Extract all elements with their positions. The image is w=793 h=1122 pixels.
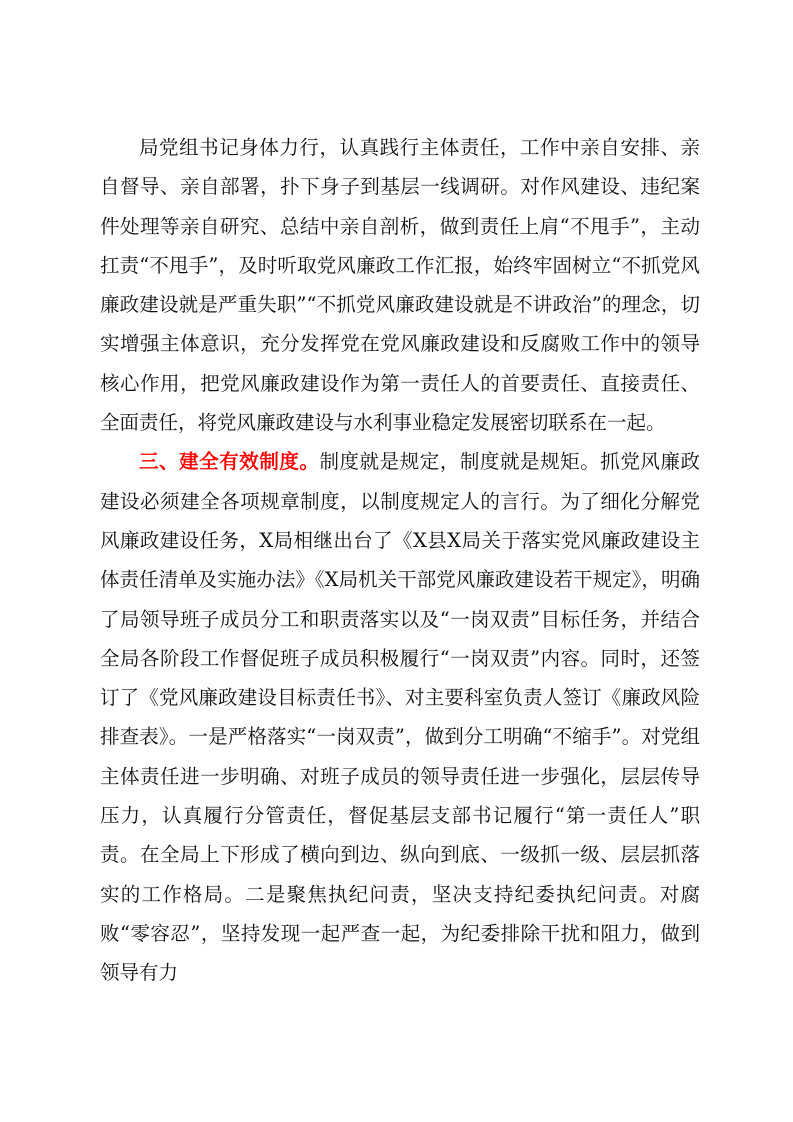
section-body-text: 制度就是规定，制度就是规矩。抓党风廉政建设必须建全各项规章制度，以制度规定人的言行。为了细化分解党风廉政建设任务，X局相继出台了《X县X局关于落实党风廉政建设主体责任清单及实施办法》《X局机关干部党风廉政建设若干规定》，明确了局领导班子成员分工和职责落实以及“一岗双责”目标任务，并结合全局各阶段工作督促班子成员积极履行“一岗双责”内容。同时，还签订了《党风廉政建设目标责任书》、对主要科室负责人签订《廉政风险排查表》。一是严格落实“一岗双责”，做到分工明确“不缩手”。对党组主体责任进一步明确、对班子成员的领导责任进一步强化，层层传导压力，认真履行分管责任，督促基层支部书记履行“第一责任人”职责。在全局上下形成了横向到边、纵向到底、一级抓一级、层层抓落实的工作格局。二是聚焦执纪问责，坚决支持纪委执纪问责。对腐败“零容忍”，坚持发现一起严查一起，为纪委排除干扰和阻力，做到领导有力 [100, 450, 700, 985]
paragraph-leadership-responsibility: 局党组书记身体力行，认真践行主体责任，工作中亲自安排、亲自督导、亲自部署，扑下身子到基层一线调研。对作风建设、违纪案件处理等亲自研究、总结中亲自剖析，做到责任上肩“不甩手”，主动扛责“不甩手”，及时听取党风廉政工作汇报，始终牢固树立“不抓党风廉政建设就是严重失职”“不抓党风廉政建设就是不讲政治”的理念，切实增强主体意识，充分发挥党在党风廉政建设和反腐败工作中的领导核心作用，把党风廉政建设作为第一责任人的首要责任、直接责任、全面责任，将党风廉政建设与水利事业稳定发展密切联系在一起。 [100, 136, 700, 435]
section-heading: 三、建全有效制度。 [139, 450, 320, 474]
document-body [100, 128, 700, 993]
paragraph-section-three [100, 442, 700, 992]
